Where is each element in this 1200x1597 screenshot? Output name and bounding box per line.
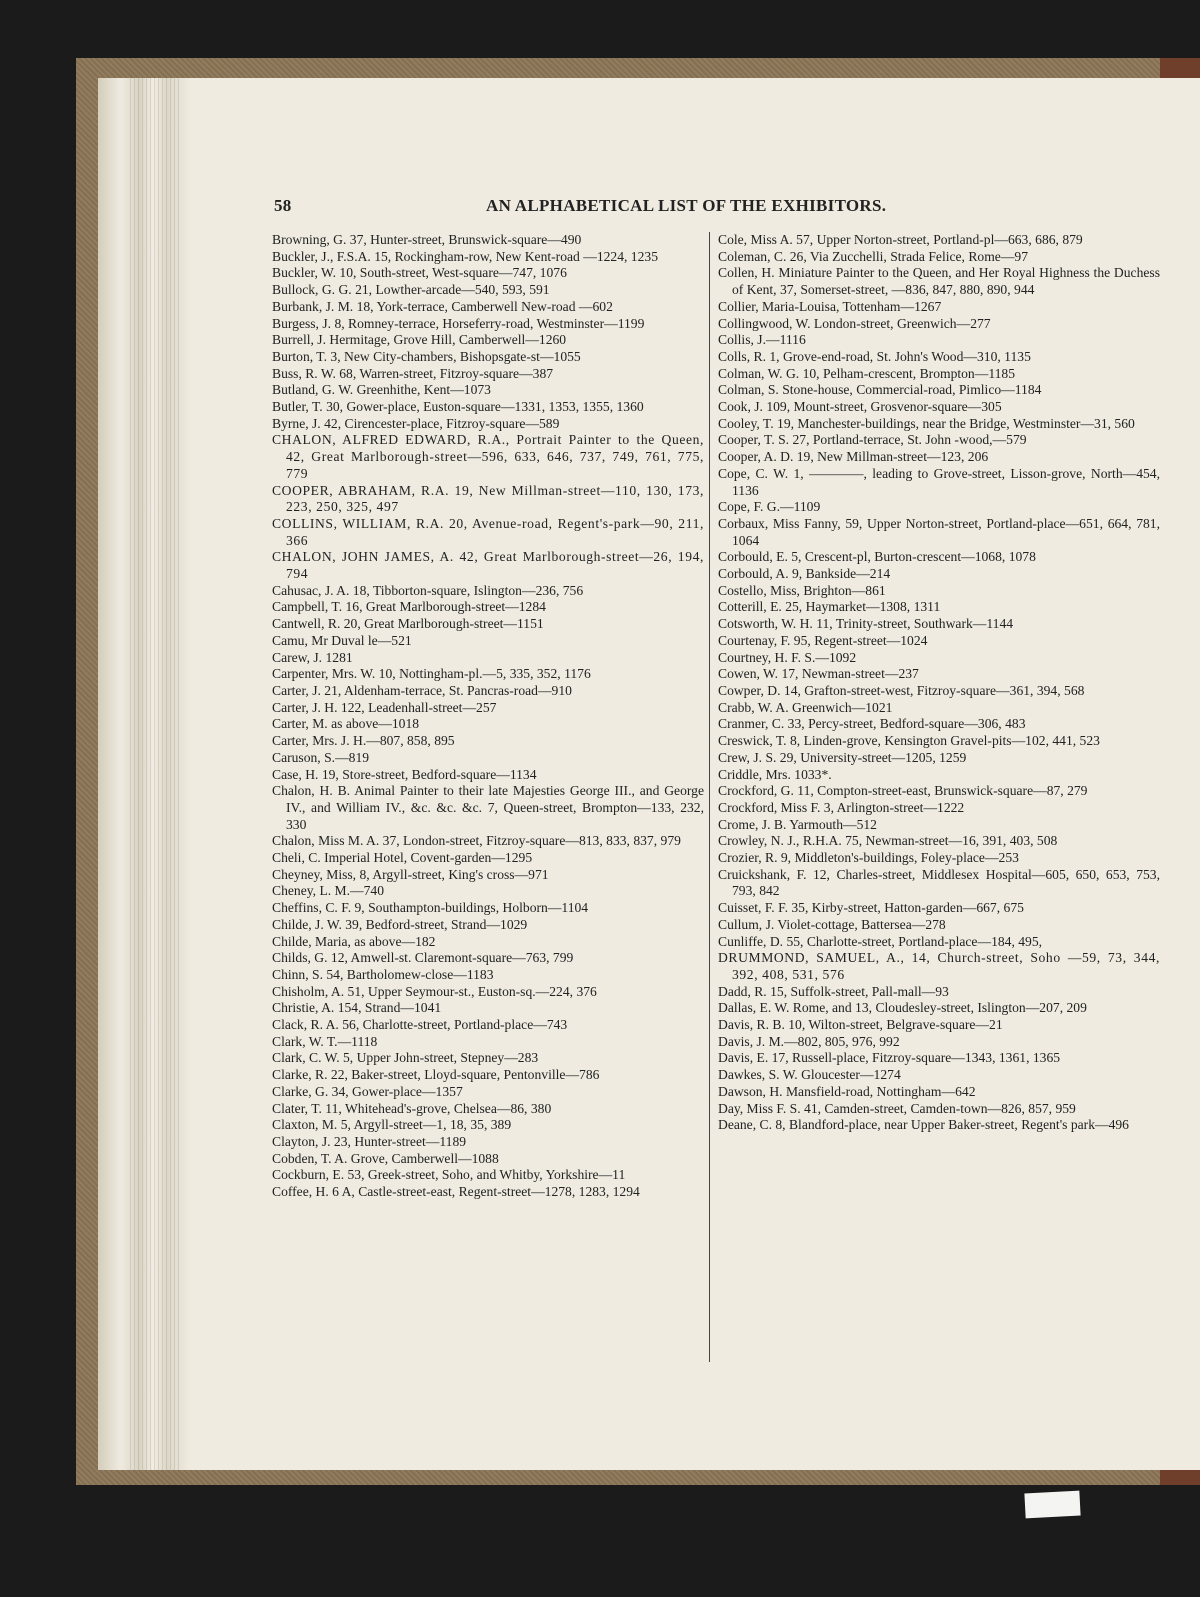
exhibitor-entry: Dawkes, S. W. Gloucester—1274 [718, 1067, 901, 1083]
exhibitor-entry: Crowley, N. J., R.H.A. 75, Newman-street—16, 391, 403, 508 [718, 833, 1058, 849]
exhibitor-entry: Crockford, G. 11, Compton-street-east, Brunswick-square—87, 279 [718, 783, 1088, 799]
exhibitor-entry: Cook, J. 109, Mount-street, Grosvenor-square—305 [718, 399, 1002, 415]
exhibitor-entry: Carter, J. 21, Aldenham-terrace, St. Pancras-road—910 [272, 682, 572, 698]
exhibitor-entry: Clark, C. W. 5, Upper John-street, Stepney—283 [272, 1050, 539, 1066]
exhibitor-entry: Cheli, C. Imperial Hotel, Covent-garden—1295 [272, 850, 533, 866]
page-number: 58 [274, 196, 292, 215]
exhibitor-entry: Carter, M. as above—1018 [272, 716, 420, 732]
exhibitor-entry: Byrne, J. 42, Cirencester-place, Fitzroy-square—589 [272, 415, 560, 431]
exhibitor-entry: Criddle, Mrs. 1033*. [718, 766, 832, 782]
exhibitor-entry: Davis, R. B. 10, Wilton-street, Belgrave-square—21 [718, 1017, 1003, 1033]
exhibitor-entry: Coffee, H. 6 A, Castle-street-east, Regent-street—1278, 1283, 1294 [272, 1184, 640, 1200]
exhibitor-entry: Clarke, G. 34, Gower-place—1357 [272, 1083, 463, 1099]
exhibitor-entry: Cheyney, Miss, 8, Argyll-street, King's cross—971 [272, 866, 549, 882]
exhibitor-entry: Cooper, A. D. 19, New Millman-street—123, 206 [718, 449, 989, 465]
exhibitor-entry: Day, Miss F. S. 41, Camden-street, Camden-town—826, 857, 959 [718, 1100, 1076, 1116]
exhibitor-entry: Cahusac, J. A. 18, Tibborton-square, Islington—236, 756 [272, 582, 584, 598]
exhibitor-entry: Burton, T. 3, New City-chambers, Bishopsgate-st—1055 [272, 348, 581, 364]
exhibitor-entry: Childe, J. W. 39, Bedford-street, Strand—1029 [272, 916, 528, 932]
exhibitor-entry: Claxton, M. 5, Argyll-street—1, 18, 35, 389 [272, 1117, 512, 1133]
exhibitor-entry: Courtenay, F. 95, Regent-street—1024 [718, 632, 928, 648]
exhibitor-entry: Burbank, J. M. 18, York-terrace, Camberwell New-road —602 [272, 298, 613, 314]
exhibitor-entry: Case, H. 19, Store-street, Bedford-square—1134 [272, 766, 537, 782]
page-header [274, 196, 994, 220]
exhibitor-entry: Courtney, H. F. S.—1092 [718, 649, 857, 665]
exhibitor-entry: Cotsworth, W. H. 11, Trinity-street, Southwark—1144 [718, 616, 1014, 632]
exhibitor-entry: Cowper, D. 14, Grafton-street-west, Fitzroy-square—361, 394, 568 [718, 682, 1085, 698]
exhibitor-entry: Clark, W. T.—1118 [272, 1033, 378, 1049]
exhibitor-entry: Campbell, T. 16, Great Marlborough-street—1284 [272, 599, 546, 615]
exhibitor-entry: Cockburn, E. 53, Greek-street, Soho, and Whitby, Yorkshire—11 [272, 1167, 626, 1183]
exhibitor-entry: Burrell, J. Hermitage, Grove Hill, Camberwell—1260 [272, 332, 567, 348]
exhibitor-entry: Cowen, W. 17, Newman-street—237 [718, 666, 919, 682]
exhibitor-entry: Cuisset, F. F. 35, Kirby-street, Hatton-garden—667, 675 [718, 900, 1024, 916]
exhibitor-entry: Cole, Miss A. 57, Upper Norton-street, Portland-pl—663, 686, 879 [718, 232, 1083, 247]
exhibitor-entry: Clater, T. 11, Whitehead's-grove, Chelsea—86, 380 [272, 1100, 552, 1116]
exhibitor-entry: Cooper, T. S. 27, Portland-terrace, St. John -wood,—579 [718, 432, 1027, 448]
exhibitor-entry: Collier, Maria-Louisa, Tottenham—1267 [718, 298, 942, 314]
exhibitor-entry: Colman, W. G. 10, Pelham-crescent, Brompton—1185 [718, 365, 1016, 381]
left-column [272, 232, 704, 1201]
exhibitor-entry: Caruson, S.—819 [272, 749, 370, 765]
exhibitor-entry: Carter, Mrs. J. H.—807, 858, 895 [272, 733, 455, 749]
exhibitor-entry: Cobden, T. A. Grove, Camberwell—1088 [272, 1150, 499, 1166]
exhibitor-entry: CHALON, ALFRED EDWARD, R.A., Portrait Painter to the Queen, 42, Great Marlborough-street—596, 633, 646, 737, 749, 761, 775, 779 [272, 432, 704, 481]
exhibitor-entry: Clarke, R. 22, Baker-street, Lloyd-square, Pentonville—786 [272, 1067, 600, 1083]
exhibitor-entry: Buss, R. W. 68, Warren-street, Fitzroy-square—387 [272, 365, 554, 381]
exhibitor-entry: Costello, Miss, Brighton—861 [718, 582, 886, 598]
exhibitor-entry: Crozier, R. 9, Middleton's-buildings, Foley-place—253 [718, 850, 1019, 866]
exhibitor-entry: Childs, G. 12, Amwell-st. Claremont-square—763, 799 [272, 950, 574, 966]
exhibitor-entry: Crome, J. B. Yarmouth—512 [718, 816, 877, 832]
exhibitor-entry: Carpenter, Mrs. W. 10, Nottingham-pl.—5, 335, 352, 1176 [272, 666, 591, 682]
exhibitor-entry: Coleman, C. 26, Via Zucchelli, Strada Felice, Rome—97 [718, 248, 1029, 264]
exhibitor-entry: Cheney, L. M.—740 [272, 883, 385, 899]
exhibitor-entry: Corbaux, Miss Fanny, 59, Upper Norton-street, Portland-place—651, 664, 781, 1064 [718, 515, 1160, 548]
exhibitor-entry: Colman, S. Stone-house, Commercial-road, Pimlico—1184 [718, 382, 1042, 398]
right-column [718, 232, 1160, 1134]
exhibitor-entry: COLLINS, WILLIAM, R.A. 20, Avenue-road, Regent's-park—90, 211, 366 [272, 515, 704, 548]
exhibitor-entry: Cruickshank, F. 12, Charles-street, Middlesex Hospital—605, 650, 653, 753, 793, 842 [718, 866, 1160, 899]
exhibitor-entry: Childe, Maria, as above—182 [272, 933, 436, 949]
exhibitor-entry: Burgess, J. 8, Romney-terrace, Horseferry-road, Westminster—1199 [272, 315, 645, 331]
exhibitor-entry: Buckler, J., F.S.A. 15, Rockingham-row, New Kent-road —1224, 1235 [272, 248, 658, 264]
exhibitor-entry: Cope, C. W. 1, ————, leading to Grove-street, Lisson-grove, North—454, 1136 [718, 465, 1160, 498]
exhibitor-entry: Browning, G. 37, Hunter-street, Brunswick-square—490 [272, 232, 582, 247]
exhibitor-entry: Cantwell, R. 20, Great Marlborough-street—1151 [272, 616, 544, 632]
exhibitor-entry: Chinn, S. 54, Bartholomew-close—1183 [272, 966, 494, 982]
paper-slip [1024, 1491, 1080, 1519]
exhibitor-entry: Deane, C. 8, Blandford-place, near Upper Baker-street, Regent's park—496 [718, 1117, 1129, 1133]
exhibitor-entry: Carter, J. H. 122, Leadenhall-street—257 [272, 699, 497, 715]
exhibitor-entry: Creswick, T. 8, Linden-grove, Kensington Gravel-pits—102, 441, 523 [718, 733, 1100, 749]
exhibitor-entry: Cunliffe, D. 55, Charlotte-street, Portland-place—184, 495, [718, 933, 1043, 949]
exhibitor-entry: Corbould, E. 5, Crescent-pl, Burton-crescent—1068, 1078 [718, 549, 1036, 565]
page-edges [130, 78, 180, 1470]
exhibitor-entry: Cranmer, C. 33, Percy-street, Bedford-square—306, 483 [718, 716, 1026, 732]
exhibitor-entry: Cheffins, C. F. 9, Southampton-buildings, Holborn—1104 [272, 900, 589, 916]
exhibitor-entry: Cullum, J. Violet-cottage, Battersea—278 [718, 916, 946, 932]
exhibitor-entry: Collingwood, W. London-street, Greenwich—277 [718, 315, 991, 331]
exhibitor-entry: Collen, H. Miniature Painter to the Queen, and Her Royal Highness the Duchess of Kent, 37, Somerset-street, —836, 847, 880, 890, 944 [718, 265, 1160, 298]
exhibitor-entry: Buckler, W. 10, South-street, West-square—747, 1076 [272, 265, 567, 281]
exhibitor-entry: Corbould, A. 9, Bankside—214 [718, 566, 891, 582]
column-divider [709, 232, 710, 1362]
exhibitor-entry: Butland, G. W. Greenhithe, Kent—1073 [272, 382, 491, 398]
exhibitor-entry: Cooley, T. 19, Manchester-buildings, near the Bridge, Westminster—31, 560 [718, 415, 1135, 431]
exhibitor-entry: Davis, J. M.—802, 805, 976, 992 [718, 1033, 900, 1049]
exhibitor-entry: Chisholm, A. 51, Upper Seymour-st., Euston-sq.—224, 376 [272, 983, 597, 999]
exhibitor-entry: Bullock, G. G. 21, Lowther-arcade—540, 593, 591 [272, 282, 550, 298]
exhibitor-entry: Chalon, H. B. Animal Painter to their late Majesties George III., and George IV., and William IV., &c. &c. &c. 7, Queen-street, Brompton—133, 232, 330 [272, 783, 704, 832]
exhibitor-entry: Dallas, E. W. Rome, and 13, Cloudesley-street, Islington—207, 209 [718, 1000, 1087, 1016]
exhibitor-entry: COOPER, ABRAHAM, R.A. 19, New Millman-street—110, 130, 173, 223, 250, 325, 497 [272, 482, 704, 515]
exhibitor-entry: Cope, F. G.—1109 [718, 499, 821, 515]
exhibitor-entry: Dawson, H. Mansfield-road, Nottingham—642 [718, 1083, 976, 1099]
exhibitor-entry: Clack, R. A. 56, Charlotte-street, Portland-place—743 [272, 1017, 568, 1033]
exhibitor-entry: Davis, E. 17, Russell-place, Fitzroy-square—1343, 1361, 1365 [718, 1050, 1061, 1066]
exhibitor-entry: Clayton, J. 23, Hunter-street—1189 [272, 1133, 467, 1149]
exhibitor-entry: DRUMMOND, SAMUEL, A., 14, Church-street, Soho —59, 73, 344, 392, 408, 531, 576 [718, 950, 1160, 982]
exhibitor-entry: Butler, T. 30, Gower-place, Euston-square—1331, 1353, 1355, 1360 [272, 399, 644, 415]
exhibitor-entry: Christie, A. 154, Strand—1041 [272, 1000, 442, 1016]
exhibitor-entry: Dadd, R. 15, Suffolk-street, Pall-mall—93 [718, 983, 949, 999]
exhibitor-entry: Colls, R. 1, Grove-end-road, St. John's Wood—310, 1135 [718, 348, 1031, 364]
exhibitor-entry: Crew, J. S. 29, University-street—1205, 1259 [718, 749, 967, 765]
exhibitor-entry: Crockford, Miss F. 3, Arlington-street—1222 [718, 799, 965, 815]
exhibitor-entry: Cotterill, E. 25, Haymarket—1308, 1311 [718, 599, 941, 615]
exhibitor-entry: Crabb, W. A. Greenwich—1021 [718, 699, 893, 715]
exhibitor-entry: Chalon, Miss M. A. 37, London-street, Fitzroy-square—813, 833, 837, 979 [272, 833, 681, 849]
exhibitor-entry: Carew, J. 1281 [272, 649, 353, 665]
exhibitor-entry: Collis, J.—1116 [718, 332, 806, 348]
exhibitor-entry: CHALON, JOHN JAMES, A. 42, Great Marlborough-street—26, 194, 794 [272, 549, 704, 582]
running-title: AN ALPHABETICAL LIST OF THE EXHIBITORS. [486, 196, 887, 215]
exhibitor-entry: Camu, Mr Duval le—521 [272, 632, 412, 648]
